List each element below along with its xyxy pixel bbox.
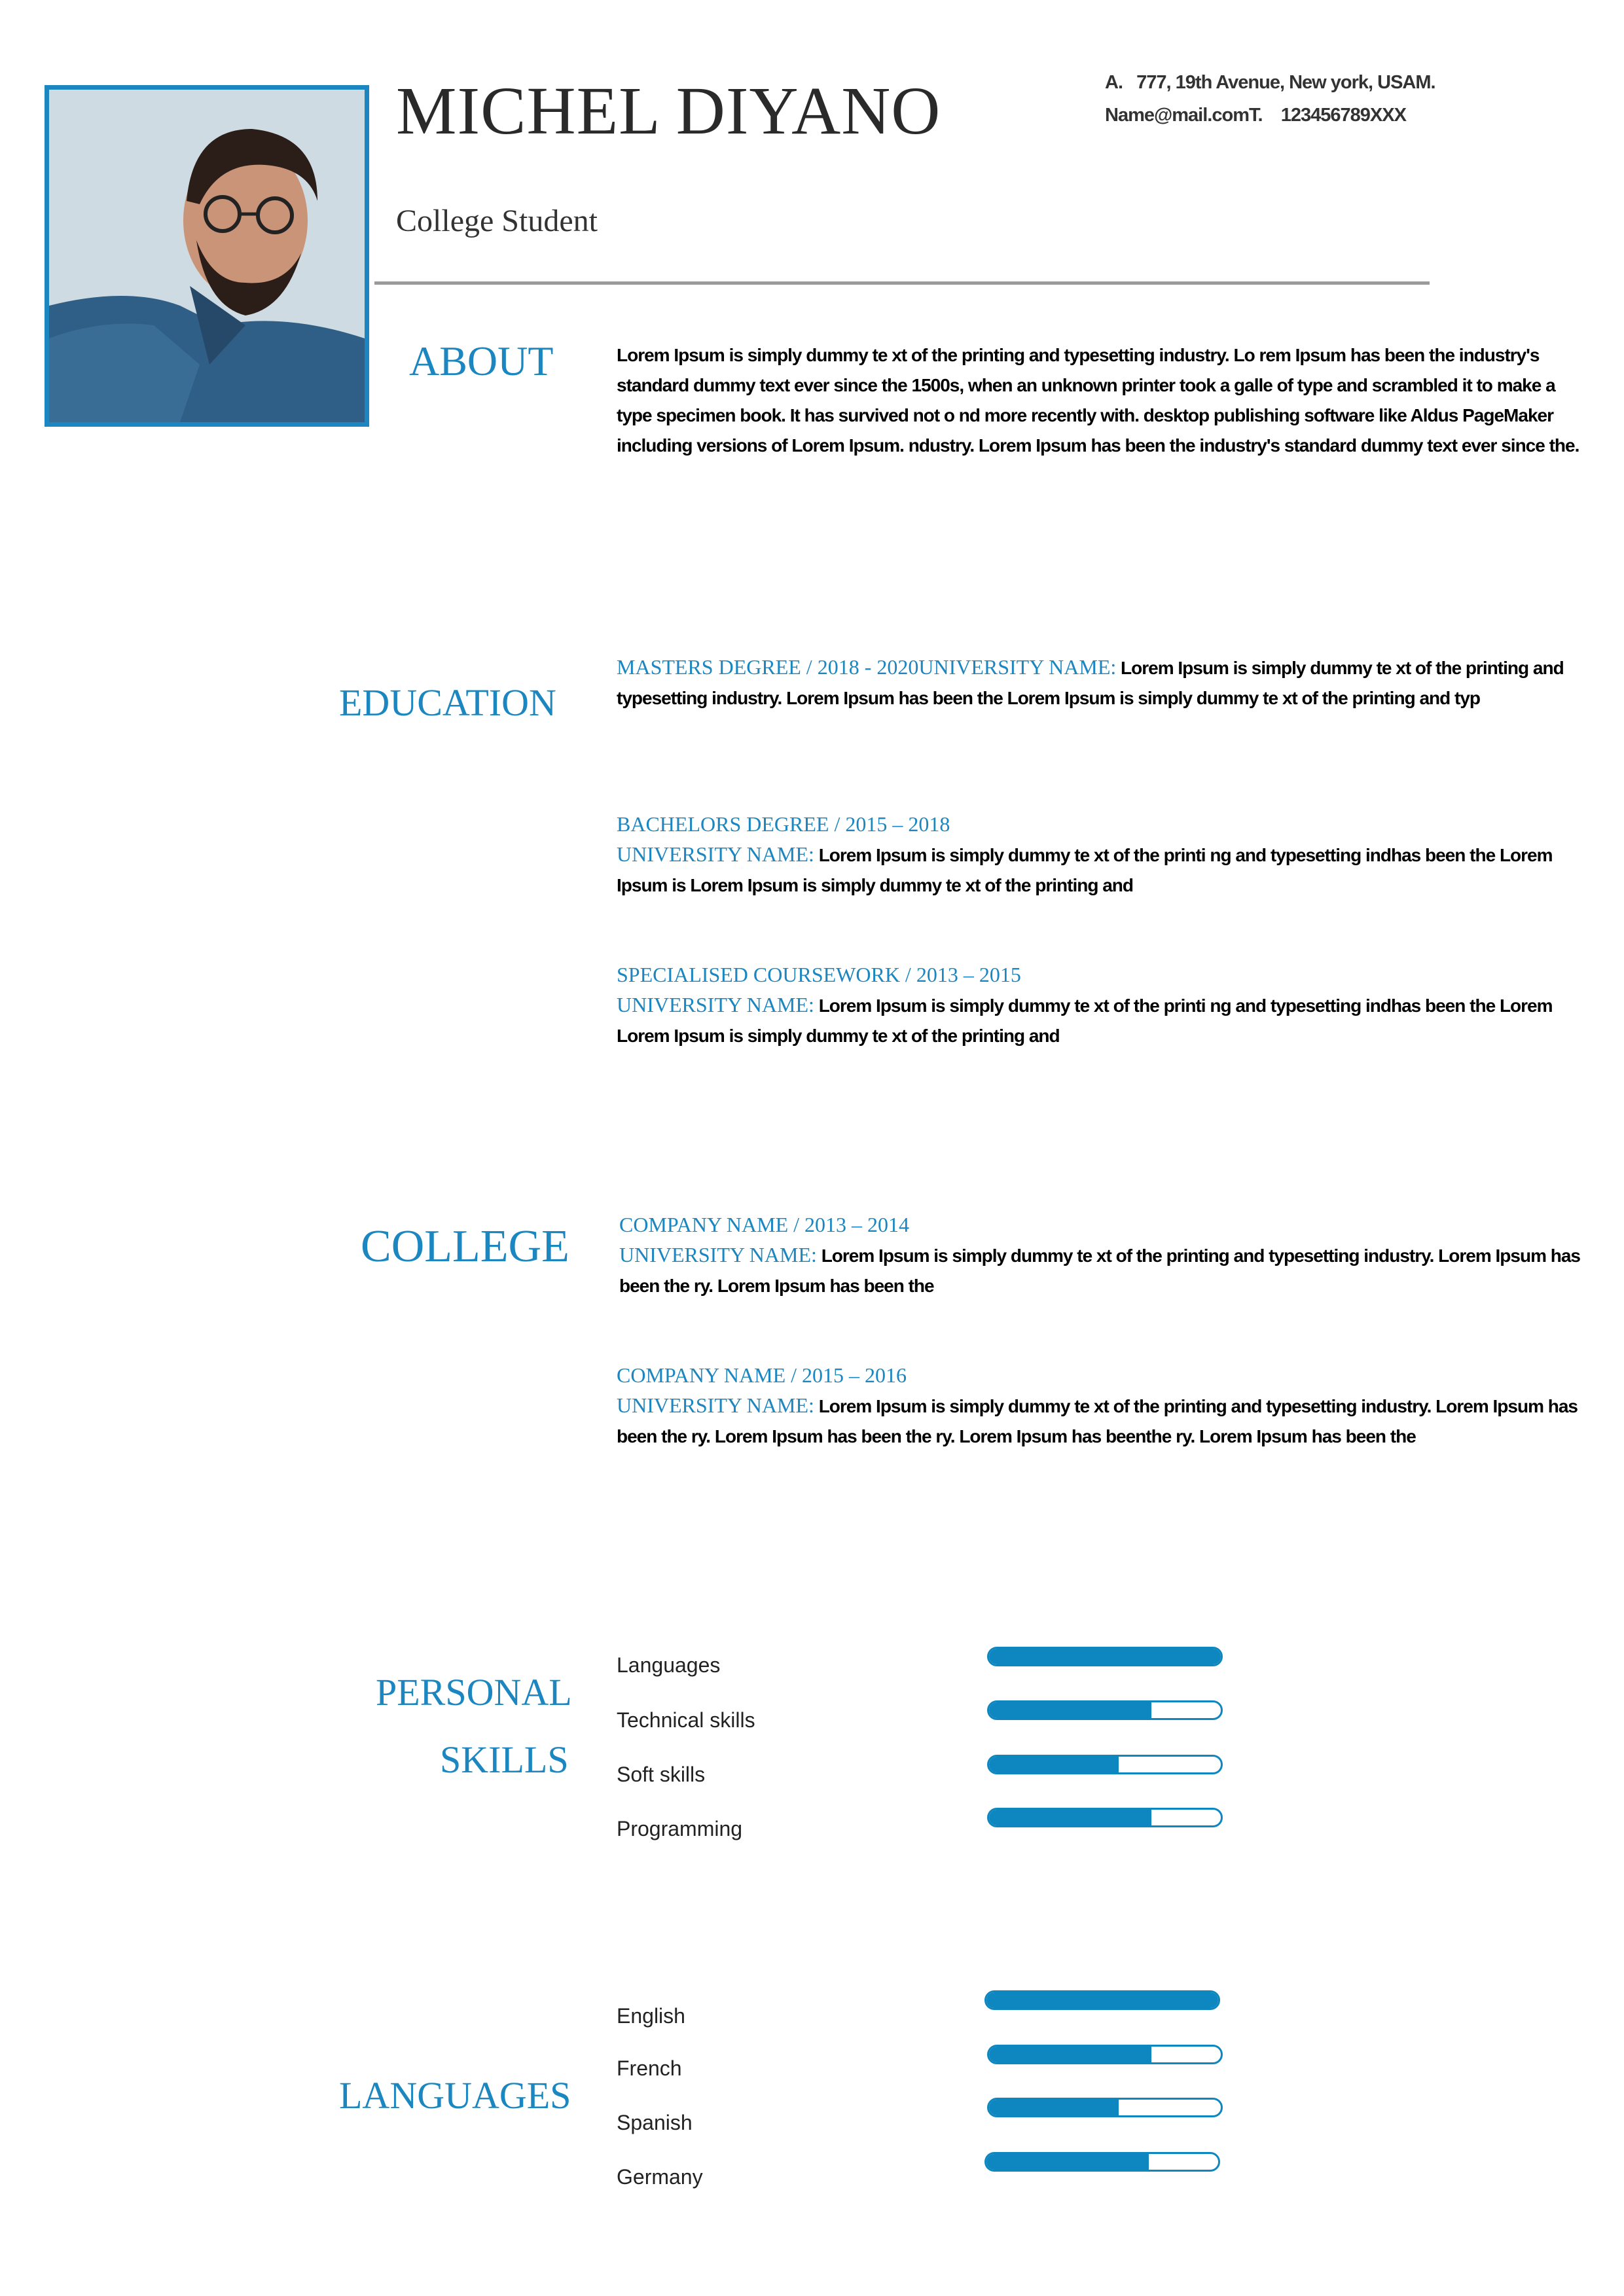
skill-bar-fill [989, 1810, 1151, 1825]
about-text [617, 340, 1598, 461]
address-prefix: A. [1105, 72, 1123, 93]
skill-bar-fill [989, 1702, 1151, 1718]
entry-label: UNIVERSITY NAME: [617, 842, 814, 866]
phone-text: 123456789XXX [1280, 105, 1406, 126]
language-bar-germany [984, 2152, 1220, 2172]
about-line: Lorem Ipsum is simply dummy te xt of the printing and typesetting industry. Lo rem Ipsum has been the industry's [617, 345, 1540, 365]
entry-title: BACHELORS DEGREE / 2015 – 2018 [617, 812, 950, 836]
about-line: type specimen book. It has survived not o nd more recently with. desktop publishing software like Aldus PageMaker [617, 405, 1553, 425]
language-bar-english [984, 1990, 1220, 2010]
language-label: French [617, 2056, 682, 2080]
language-label: Germany [617, 2165, 703, 2189]
language-label: English [617, 2004, 685, 2028]
profile-photo-illustration [49, 90, 365, 422]
email-text: Name@mail.comT. [1105, 105, 1263, 126]
entry-line: Lorem Ipsum is simply dummy te xt of the printing and [617, 1026, 1060, 1046]
entry-line: Lorem Ipsum is simply dummy te xt of the printi ng and typesetting indhas been the Lorem [818, 845, 1553, 865]
personal-skills-heading-line2: SKILLS [440, 1738, 569, 1781]
about-line: standard dummy text ever since the 1500s, when an unknown printer took a galle of type and scrambled it to make a [617, 375, 1555, 395]
education-entry [617, 652, 1612, 713]
contact-address [1105, 72, 1435, 94]
profile-photo [45, 85, 369, 427]
language-bar-fill [986, 1992, 1218, 2008]
entry-label: UNIVERSITY NAME: [617, 993, 814, 1016]
entry-line: Lorem Ipsum is simply dummy te xt of the printing and typesetting industry. Lorem Ipsum has [821, 1246, 1581, 1266]
language-label: Spanish [617, 2111, 693, 2134]
about-heading: ABOUT [409, 338, 554, 384]
language-bar-fill [989, 2047, 1151, 2062]
about-line: including versions of Lorem Ipsum. ndustry. Lorem Ipsum has been the industry's standard dummy text ever since the. [617, 435, 1579, 456]
education-entry [617, 960, 1612, 1051]
language-bar-spanish [987, 2098, 1223, 2117]
entry-line: Lorem Ipsum is simply dummy te xt of the printi ng and typesetting indhas been the Lorem [818, 996, 1553, 1016]
entry-line: been the ry. Lorem Ipsum has been the ry. Lorem Ipsum has beenthe ry. Lorem Ipsum has been the [617, 1426, 1416, 1446]
skill-label: Technical skills [617, 1708, 755, 1732]
skill-bar-programming [987, 1808, 1223, 1827]
education-heading: EDUCATION [339, 681, 556, 724]
entry-label: UNIVERSITY NAME: [617, 1393, 814, 1417]
entry-line: Ipsum is Lorem Ipsum is simply dummy te xt of the printing and [617, 875, 1134, 895]
candidate-name: MICHEL DIYANO [396, 73, 941, 149]
entry-line: Lorem Ipsum is simply dummy te xt of the printing and [1121, 658, 1564, 678]
candidate-title: College Student [396, 204, 598, 238]
college-heading: COLLEGE [361, 1221, 569, 1272]
entry-title: MASTERS DEGREE / 2018 - 2020UNIVERSITY NAME: [617, 655, 1117, 679]
college-entry [619, 1210, 1614, 1301]
entry-line: typesetting industry. Lorem Ipsum has been the Lorem Ipsum is simply dummy te xt of the printing and typ [617, 688, 1481, 708]
contact-email-phone [1105, 105, 1406, 126]
skill-bar-technical [987, 1700, 1223, 1720]
skill-bar-languages [987, 1647, 1223, 1666]
language-bar-french [987, 2045, 1223, 2064]
skill-bar-soft [987, 1755, 1223, 1774]
header-divider [374, 281, 1430, 285]
entry-title: COMPANY NAME / 2013 – 2014 [619, 1213, 910, 1236]
address-text: 777, 19th Avenue, New york, USAM. [1136, 72, 1435, 93]
education-entry [617, 809, 1612, 901]
entry-line: been the ry. Lorem Ipsum has been the [619, 1276, 934, 1296]
entry-label: UNIVERSITY NAME: [619, 1243, 817, 1266]
language-bar-fill [989, 2100, 1119, 2115]
college-entry [617, 1360, 1612, 1452]
personal-skills-heading-line1: PERSONAL [376, 1671, 572, 1713]
skill-label: Languages [617, 1653, 721, 1677]
skill-bar-fill [989, 1649, 1221, 1664]
entry-title: SPECIALISED COURSEWORK / 2013 – 2015 [617, 963, 1021, 986]
skill-label: Programming [617, 1817, 743, 1840]
languages-heading: LANGUAGES [339, 2074, 571, 2117]
entry-title: COMPANY NAME / 2015 – 2016 [617, 1363, 907, 1387]
skill-label: Soft skills [617, 1763, 706, 1786]
language-bar-fill [986, 2154, 1149, 2170]
skill-bar-fill [989, 1757, 1119, 1772]
entry-line: Lorem Ipsum is simply dummy te xt of the printing and typesetting industry. Lorem Ipsum has [818, 1396, 1578, 1416]
